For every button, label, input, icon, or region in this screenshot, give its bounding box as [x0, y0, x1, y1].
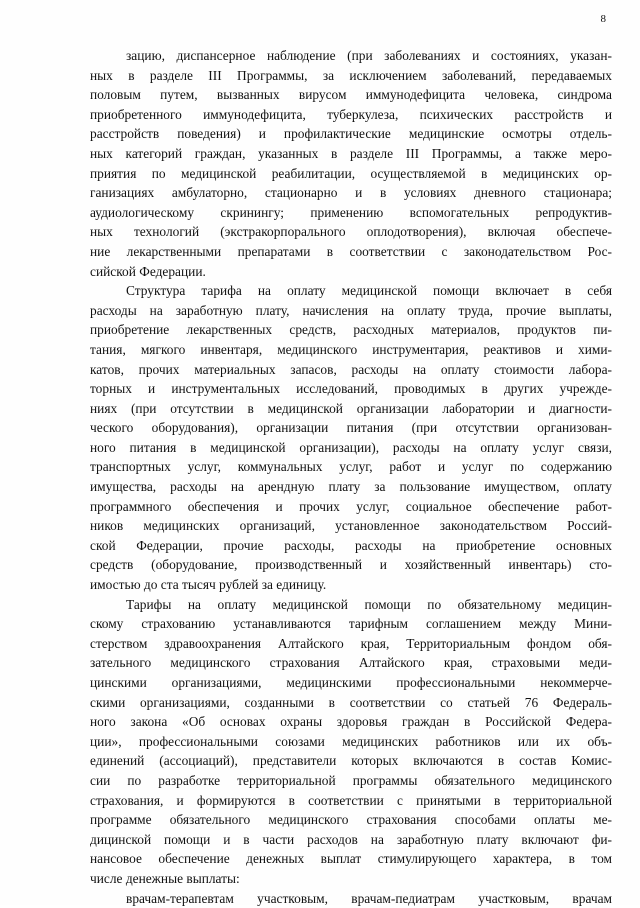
- document-body: [90, 46, 612, 908]
- paragraph-3-line: числе денежные выплаты:: [90, 870, 240, 886]
- paragraph-2-line: ской Федерации, прочие расходы, расходы на приобретение основных: [90, 537, 612, 553]
- paragraph-3-line: скими организациями, созданными в соответствии со статьей 76 Федераль-: [90, 694, 612, 710]
- paragraph-1-line: ных категорий граждан, указанных в разделе III Программы, а также меро-: [90, 145, 612, 161]
- paragraph-3-line: зательного медицинского страхования Алтайского края, страховыми меди-: [90, 655, 612, 671]
- paragraph-1-line: ных в разделе III Программы, за исключением заболеваний, передаваемых: [90, 67, 612, 83]
- paragraph-2-line: катов, прочих материальных запасов, расходы на оплату стоимости лабора-: [90, 361, 612, 377]
- paragraph-1-line: аудиологическому скринингу; применению вспомогательных репродуктив-: [90, 204, 612, 220]
- paragraph-1-line: половым путем, вызванных вирусом иммунодефицита человека, синдрома: [90, 87, 612, 103]
- paragraph-2-line: средств (оборудование, производственный и хозяйственный инвентарь) сто-: [90, 557, 612, 573]
- paragraph-2-line: торных и инструментальных исследований, проводимых в других учрежде-: [90, 381, 612, 397]
- paragraph-3-line: ного закона «Об основах охраны здоровья граждан в Российской Федера-: [90, 714, 612, 730]
- paragraph-1-line: зацию, диспансерное наблюдение (при заболеваниях и состояниях, указан-: [126, 48, 612, 63]
- paragraph-3-line: скому страхованию устанавливаются тарифным соглашением между Мини-: [90, 616, 612, 632]
- paragraph-1-line: ганизациях амбулаторно, стационарно и в условиях дневного стационара;: [90, 185, 612, 201]
- page-number: 8: [600, 13, 606, 25]
- paragraph-3-line: ции», профессиональными союзами медицинских работников или их объ-: [90, 733, 612, 749]
- paragraph-2-line: Структура тарифа на оплату медицинской помощи включает в себя: [126, 283, 612, 299]
- paragraph-2-line: транспортных услуг, коммунальных услуг, работ и услуг по содержанию: [90, 459, 612, 475]
- paragraph-2-line: программного обеспечения и прочих услуг, социальное обеспечение работ-: [90, 498, 612, 514]
- paragraph-3-line: дицинской помощи и в части расходов на заработную плату включают фи-: [90, 831, 612, 847]
- paragraph-2-line: расходы на заработную плату, начисления на оплату труда, прочие выплаты,: [90, 302, 612, 318]
- paragraph-1-line: ние лекарственными препаратами в соответствии с законодательством Рос-: [90, 243, 612, 259]
- paragraph-2-line: приобретение лекарственных средств, расходных материалов, продуктов пи-: [90, 322, 612, 338]
- paragraph-4-line: врачам-терапевтам участковым, врачам-педиатрам участковым, врачам: [126, 890, 612, 906]
- paragraph-3-line: сии по разработке территориальной программы обязательного медицинского: [90, 772, 612, 788]
- paragraph-3-line: единений (ассоциаций), представители которых включаются в состав Комис-: [90, 753, 612, 769]
- paragraph-2-line: имущества, расходы на арендную плату за пользование имуществом, оплату: [90, 479, 612, 495]
- paragraph-1-line: приобретенного иммунодефицита, туберкулеза, психических расстройств и: [90, 106, 612, 122]
- paragraph-1-line: приятия по медицинской реабилитации, осуществляемой в медицинских ор-: [90, 165, 612, 181]
- paragraph-2-line: ников медицинских организаций, установленное законодательством Россий-: [90, 518, 612, 534]
- paragraph-3-line: стерством здравоохранения Алтайского края, Территориальным фондом обя-: [90, 635, 612, 651]
- paragraph-2-line: ниях (при отсутствии в медицинской организации лаборатории и диагности-: [90, 400, 612, 416]
- paragraph-1-line: расстройств поведения) и профилактические медицинские осмотры отдель-: [90, 126, 612, 142]
- paragraph-2-line: имостью до ста тысяч рублей за единицу.: [90, 577, 327, 593]
- paragraph-2-line: ческого оборудования), организации питания (при отсутствии организован-: [90, 420, 612, 436]
- paragraph-3-line: Тарифы на оплату медицинской помощи по обязательному медицин-: [126, 596, 612, 612]
- paragraph-3-line: страхования, и формируются в соответствии с принятыми в территориальной: [90, 792, 612, 808]
- paragraph-3-line: цинскими организациями, медицинскими профессиональными некоммерче-: [90, 675, 612, 690]
- paragraph-2-line: ного питания в медицинской организации), расходы на оплату услуг связи,: [90, 439, 612, 455]
- paragraph-3-line: программе обязательного медицинского страхования способами оплаты ме-: [90, 812, 612, 828]
- paragraph-1-line: сийской Федерации.: [90, 263, 206, 279]
- paragraph-2-line: тания, мягкого инвентаря, медицинского инструментария, реактивов и хими-: [90, 341, 612, 357]
- paragraph-1-line: ных технологий (экстракорпорального оплодотворения), включая обеспече-: [90, 224, 612, 240]
- paragraph-3-line: нансовое обеспечение денежных выплат стимулирующего характера, в том: [90, 851, 612, 867]
